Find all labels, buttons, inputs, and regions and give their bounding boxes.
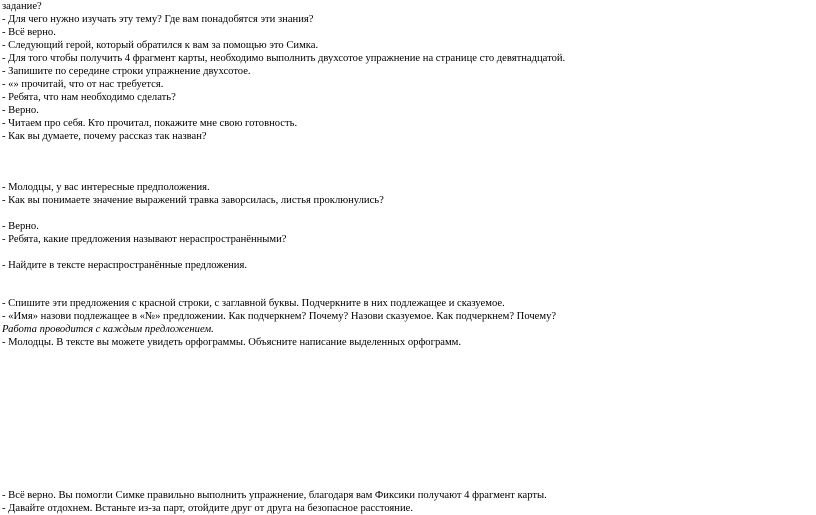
text-line: - Как вы понимаете значение выражений травка заворсилась, листья проклюнулись? [2,195,384,206]
text-line: - Молодцы. В тексте вы можете увидеть орфограммы. Объясните написание выделенных орфограмм. [2,337,462,348]
text-line: - Найдите в тексте нераспространённые предложения. [2,260,248,271]
text-line: - Запишите по середине строки упражнение двухсотое. [2,66,251,77]
text-line: - Ребята, какие предложения называют нераспространёнными? [2,234,287,245]
text-line: - Как вы думаете, почему рассказ так назван? [2,131,207,142]
text-line: - Спишите эти предложения с красной строки, с заглавной буквы. Подчеркните в них подлежащее и сказуемое. [2,298,505,309]
text-line: - Для чего нужно изучать эту тему? Где вам понадобятся эти знания? [2,14,314,25]
text-line: - «» прочитай, что от нас требуется. [2,79,164,90]
italic-note: Работа проводится с каждым предложением. [2,324,214,335]
text-line: - «Имя» назови подлежащее в «№» предложении. Как подчеркнем? Почему? Назови сказуемое. Как подчеркнем? Почему? [2,311,557,322]
text-line: - Следующий герой, который обратился к вам за помощью это Симка. [2,40,319,51]
text-line: - Молодцы, у вас интересные предположения. [2,182,210,193]
text-line: - Давайте отдохнем. Встаньте из-за парт, отойдите друг от друга на безопасное расстояние. [2,503,413,514]
text-line: - Ребята, что нам необходимо сделать? [2,92,176,103]
text-line: - Всё верно. Вы помогли Симке правильно выполнить упражнение, благодаря вам Фиксики получают 4 фрагмент карты. [2,490,547,501]
text-line: - Верно. [2,221,39,232]
text-line: - Всё верно. [2,27,56,38]
text-line: - Верно. [2,105,39,116]
text-line: - Читаем про себя. Кто прочитал, покажите мне свою готовность. [2,118,298,129]
text-line: задание? [2,1,42,12]
text-line: - Для того чтобы получить 4 фрагмент карты, необходимо выполнить двухсотое упражнение на странице сто девятнадцатой. [2,53,566,64]
